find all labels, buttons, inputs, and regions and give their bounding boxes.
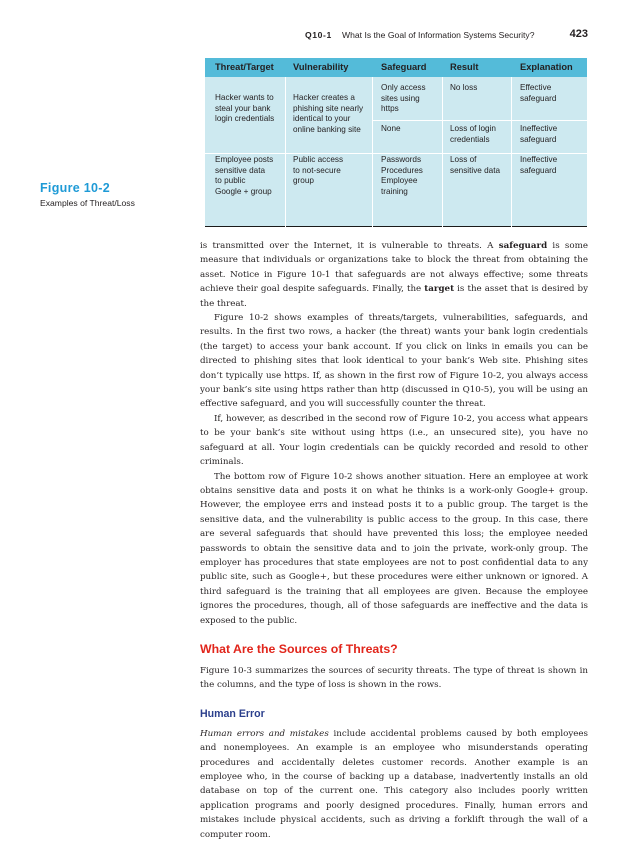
cell-explanation: Ineffective safeguard <box>520 124 558 144</box>
running-header <box>305 29 588 43</box>
grid-divider <box>285 77 286 227</box>
cell-result: Loss of login credentials <box>450 124 496 144</box>
cell-threat: Employee posts sensitive data to public Google + group <box>215 155 274 196</box>
figure-caption <box>40 181 190 208</box>
paragraph: Figure 10-3 summarizes the sources of security threats. The type of threat is shown in the columns, and the type of loss is shown in the rows. <box>200 665 588 691</box>
cell-safeguard: Only access sites using https <box>381 83 426 113</box>
page-number: 423 <box>569 28 588 40</box>
col-header-explanation: Explanation <box>520 62 573 72</box>
cell-vulnerability: Public access to not-secure group <box>293 155 344 185</box>
grid-divider <box>511 77 512 227</box>
cell-explanation: Effective safeguard <box>520 83 557 103</box>
figure-number: Figure 10-2 <box>40 181 110 195</box>
col-header-vulnerability: Vulnerability <box>293 62 349 72</box>
grid-divider <box>442 77 443 227</box>
text-run: is the asset that is desired by the threat. <box>200 284 588 309</box>
question-number: Q10-1 <box>305 30 332 40</box>
cell-safeguard: Passwords Procedures Employee training <box>381 155 423 196</box>
figure-title: Examples of Threat/Loss <box>40 198 135 208</box>
cell-threat: Hacker wants to steal your bank login credentials <box>215 93 275 123</box>
key-term: Human errors and mistakes <box>200 728 329 739</box>
text-run: include accidental problems caused by both employees and nonemployees. An example is an employee who misunderstands operating procedures and accidentally deletes customer records. Another example is an employee who, in the course of backing up a database, inadvertently installs an old database on top of the current one. This category also includes poorly written application programs and poorly designed procedures. Finally, human errors and mistakes include physical accidents, such as driving a forklift through the wall of a computer room. <box>200 728 589 840</box>
grid-divider <box>205 153 587 154</box>
col-header-safeguard: Safeguard <box>381 62 427 72</box>
col-header-result: Result <box>450 62 479 72</box>
cell-safeguard: None <box>381 124 401 133</box>
grid-divider <box>372 77 373 227</box>
cell-result: No loss <box>450 83 478 92</box>
grid-divider <box>372 120 587 121</box>
question-title: What Is the Goal of Information Systems Security? <box>342 30 535 40</box>
text-run: is transmitted over the Internet, it is vulnerable to threats. A <box>200 241 499 251</box>
paragraph <box>200 727 588 842</box>
key-term: target <box>424 284 455 295</box>
paragraph: If, however, as described in the second row of Figure 10-2, you access what appears to be your bank’s site without using https (i.e., an unsecured site), you have no safeguard at all. Your login credentials can be quickly recorded and resold to other criminals. <box>200 413 588 468</box>
cell-explanation: Ineffective safeguard <box>520 155 558 175</box>
cell-result: Loss of sensitive data <box>450 155 501 175</box>
text-run: is some measure that individuals or organizations take to block the threat from obtaining the asset. Notice in Figure 10-1 that safeguards are not always effective; some threats achieve their goal despite safeguards. Finally, the <box>200 241 588 295</box>
paragraph <box>200 239 588 311</box>
subsection-heading: Human Error <box>200 707 265 720</box>
paragraph: The bottom row of Figure 10-2 shows another situation. Here an employee at work obtains sensitive data and posts it on what he thinks is a work-only Google+ group. However, the employee errs and instead posts it to a public group. The target is the sensitive data, and the vulnerability is public access to the group. In this case, there are several safeguards that should have prevented this loss; the employee needed passwords to obtain the sensitive data and to join the private, work-only group. The employer has procedures that state employees are not to post confidential data to any public site, such as Google+, but these procedures were either unknown or ignored. A third safeguard is the training that all employees are given. Because the employee ignores the procedures, though, all of those safeguards are ineffective and the data is exposed to the public. <box>200 471 588 626</box>
key-term: safeguard <box>498 241 548 251</box>
section-heading: What Are the Sources of Threats? <box>200 641 398 656</box>
col-header-threat: Threat/Target <box>215 62 274 72</box>
cell-vulnerability: Hacker creates a phishing site nearly identical to your online banking site <box>293 93 364 134</box>
threat-loss-table <box>205 58 587 227</box>
body-text <box>200 239 588 842</box>
paragraph: Figure 10-2 shows examples of threats/targets, vulnerabilities, safeguards, and results. In the first two rows, a hacker (the threat) wants your bank login credentials (the target) to access your bank account. If you click on links in emails you can be directed to phishing sites that look identical to your bank’s Web site. Phishing sites don’t typically use https. If, as shown in the first row of Figure 10-2, you always access your bank’s site using https rather than http (discussed in Q10-5), you will be using an effective safeguard, and you will successfully counter the threat. <box>200 313 588 410</box>
